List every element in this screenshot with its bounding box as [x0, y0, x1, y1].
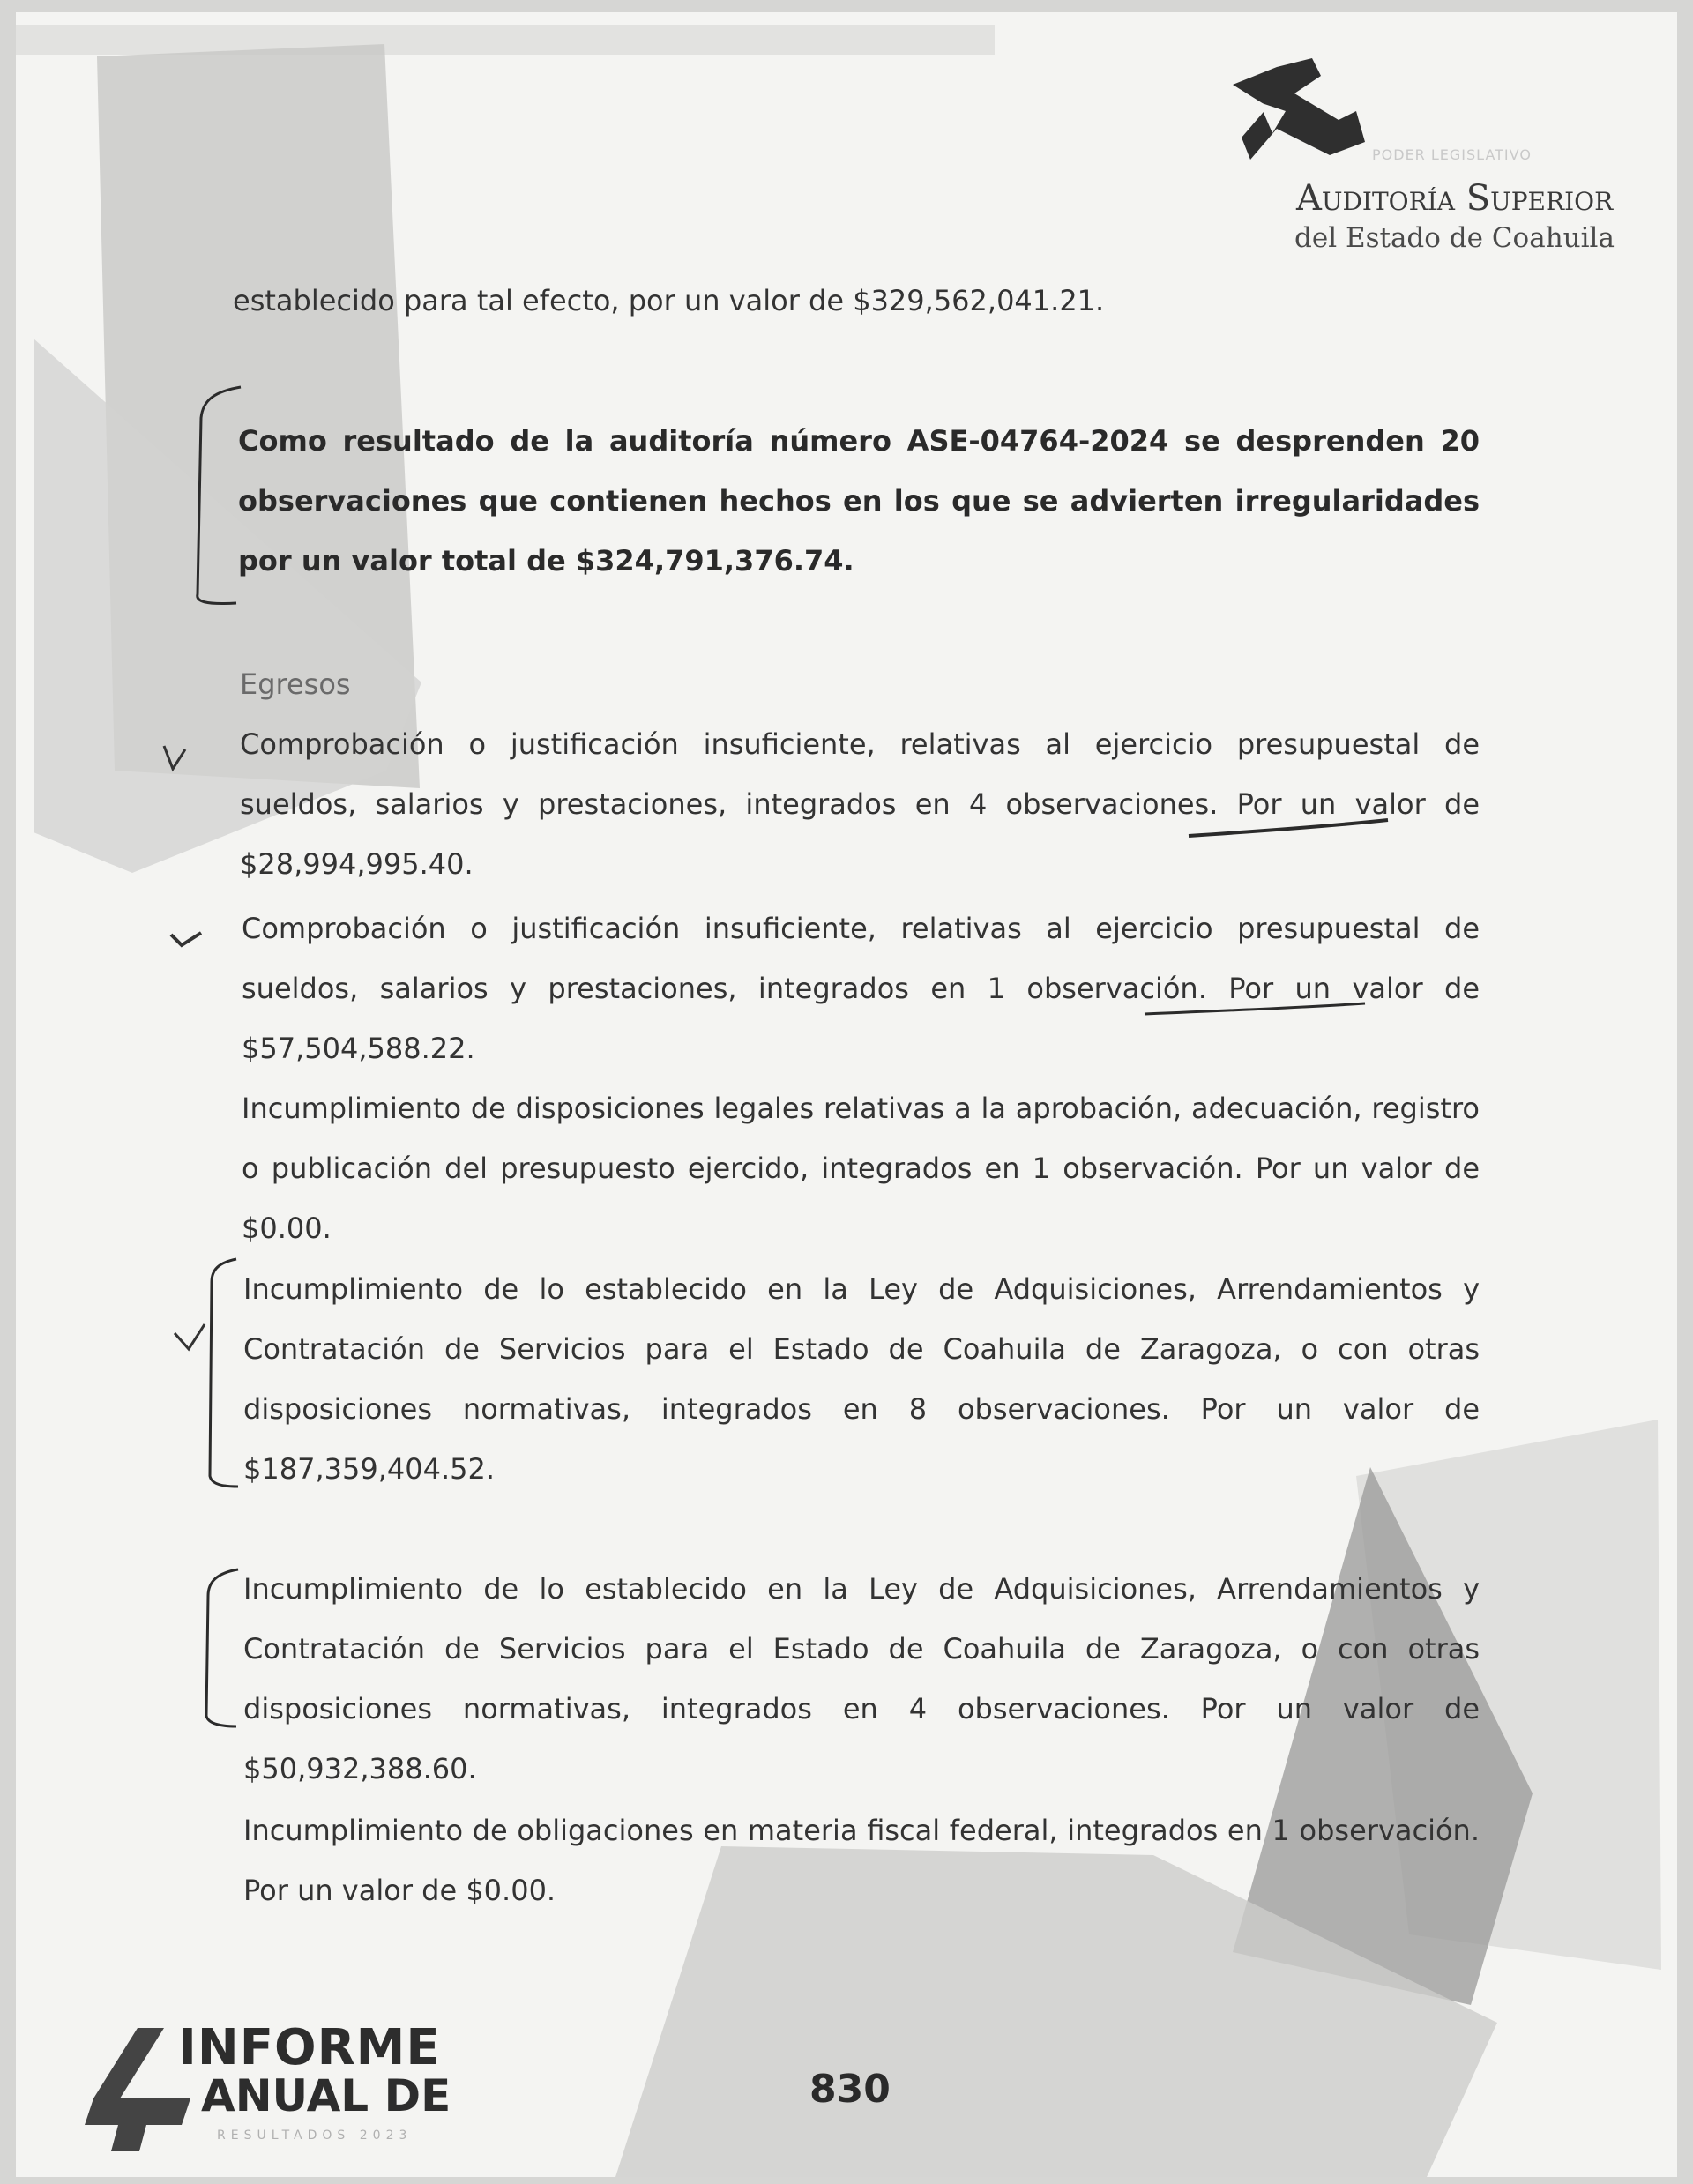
- item-paragraph: Comprobación o justificación insuficiente, relativas al ejercicio presupuestal de sueldos, salarios y prestaciones, integrados en 4 observaciones. Por un valor de $28,994,995.40.: [240, 727, 1480, 881]
- footer-logo-line3: RESULTADOS 2023: [217, 2128, 413, 2143]
- section-heading: Egresos: [240, 667, 351, 701]
- item-paragraph: Comprobación o justificación insuficiente, relativas al ejercicio presupuestal de sueldos, salarios y prestaciones, integrados en 1 observación. Por un valor de $57,504,588.22.: [242, 912, 1480, 1065]
- item-paragraph: Incumplimiento de obligaciones en materia fiscal federal, integrados en 1 observación. Por un valor de $0.00.: [243, 1814, 1480, 1907]
- footer-logo-line1: INFORME: [178, 2019, 441, 2076]
- intro-paragraph: establecido para tal efecto, por un valor de $329,562,041.21.: [233, 284, 1105, 317]
- auditoria-logo: [1224, 58, 1677, 279]
- informe-anual-logo: [85, 2019, 455, 2169]
- asec-emblem-icon: [1224, 58, 1374, 182]
- page-number: 830: [809, 2067, 891, 2112]
- item-paragraph: Incumplimiento de lo establecido en la Ley de Adquisiciones, Arrendamientos y Contratación de Servicios para el Estado de Coahuila de Zaragoza, o con otras disposiciones normativas, integrados en 4 observaciones. Por un valor de $50,932,388.60.: [243, 1572, 1480, 1785]
- footer-logo-line2: ANUAL DE: [201, 2070, 451, 2121]
- org-subtitle: del Estado de Coahuila: [1294, 222, 1615, 254]
- item-paragraph: Incumplimiento de lo establecido en la Ley de Adquisiciones, Arrendamientos y Contratación de Servicios para el Estado de Coahuila de Zaragoza, o con otras disposiciones normativas, integrados en 8 observaciones. Por un valor de $187,359,404.52.: [243, 1272, 1480, 1486]
- document-page: [16, 12, 1677, 2177]
- item-paragraph: Incumplimiento de disposiciones legales relativas a la aprobación, adecuación, registro o publicación del presupuesto ejercido, integrados en 1 observación. Por un valor de $0.00.: [242, 1092, 1480, 1245]
- top-band: [16, 25, 995, 55]
- summary-paragraph: Como resultado de la auditoría número ASE-04764-2024 se desprenden 20 observaciones que contienen hechos en los que se advierten irregularidades por un valor total de $324,791,376.74.: [238, 424, 1480, 578]
- org-title: Auditoría Superior: [1296, 178, 1614, 219]
- org-small-label: PODER LEGISLATIVO: [1372, 146, 1532, 163]
